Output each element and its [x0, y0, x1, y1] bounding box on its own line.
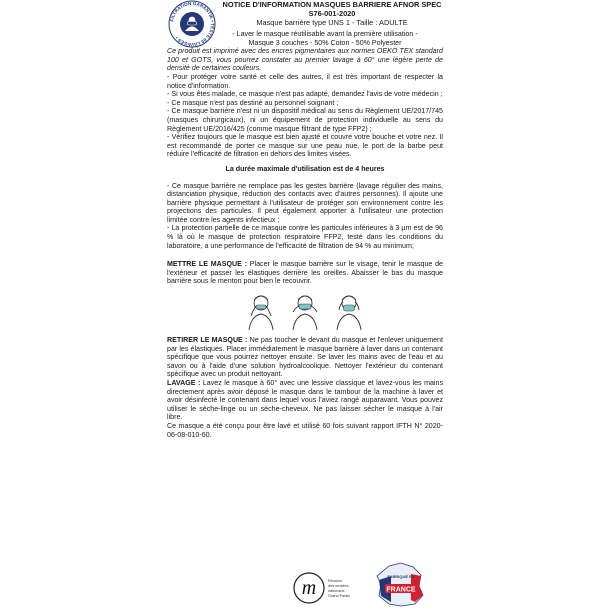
bullet-3: - Ce masque n'est pas destiné au personnel soignant ;	[167, 98, 339, 107]
rmn-text-4: Grand Palais	[328, 594, 350, 598]
france-main-text: FRANCE	[386, 586, 416, 594]
mask-type-subtitle: Masque barrière type UNS 1 - Taille : ADULTE	[256, 18, 408, 27]
wash-text: Lavez le masque à 60° avec une lessive classique et lavez-vous les mains directement après avoir déposé le masque dans le tambour de la machine à laver et avoir désinfecté le contenant dans lequel vous l'aviez rangé auparavant. Vous pouvez utiliser le sèche-linge ou un sèche-cheveux. Ne pas laisser sécher le masque à l'air libre.	[167, 379, 443, 422]
notice-body	[167, 30, 443, 439]
bullet-5: - Vérifiez toujours que le masque est bien ajusté et couvre votre bouche et votre nez. Il est recommandé de porter ce masque sur une peau nue, le port de la barbe peut réduire l'efficacité de filtration en dehors des limites visées.	[167, 133, 443, 159]
rmn-text-3: nationaux	[328, 589, 345, 593]
ink-note: Ce produit est imprimé avec des encres pigmentaires aux normes OEKO TEX standard 100 et GOTS, vous pourrez constater au premier lavage à 60° une légère perte de densité de certaines couleurs.	[167, 47, 443, 73]
rmn-text-2: des musées	[328, 584, 349, 588]
illustrations	[167, 290, 443, 330]
put-on-label: METTRE LE MASQUE :	[167, 260, 248, 269]
bullet-4: - Ce masque barrière n'est ni un dispositif médical au sens du Règlement UE/2017/745 (masques chirurgicaux), ni un équipement de protection individuelle au sens du Règlement UE/2016/425 (comme masque filtrant de type FFP2) ;	[167, 107, 443, 133]
page-title: NOTICE D'INFORMATION MASQUES BARRIERE AFNOR SPEC	[222, 0, 442, 9]
remove-text: Ne pas toucher le devant du masque et l'enlever uniquement par les élastiques. Placer immédiatement le masque barrière à laver dans un contenant spécifique que vous pourrez nettoyer ensuite. Se laver les mains avec de l'eau et au savon ou à l'aide d'une solution hydroalcoolique. Nettoyer l'extérieur du contenant spécifique avec un produit nettoyant.	[167, 336, 443, 379]
badge-arc-text: FILTRATION GARANTIE • TESTÉ 60 LAVAGES •	[169, 0, 216, 48]
person-wearing-mask-icon	[331, 290, 367, 330]
wash-section	[167, 379, 443, 422]
remove-section	[167, 336, 443, 379]
put-on-section	[167, 260, 443, 286]
duration-heading: La durée maximale d'utilisation est de 4 heures	[225, 164, 385, 173]
wash-before-use: - Laver le masque réutilisable avant la première utilisation -	[232, 30, 418, 38]
france-top-text: FABRIQUÉ EN	[387, 574, 415, 579]
footer-logos	[293, 560, 453, 610]
rmn-letter: m	[301, 577, 317, 599]
person-adjusting-mask-icon	[287, 290, 323, 330]
wash-label: LAVAGE :	[167, 379, 201, 387]
composition: Masque 3 couches - 50% Coton - 50% Polyester	[248, 38, 402, 47]
duration-paragraph-2: - La protection partielle de ce masque contre les particules inférieures à 3 µm est de 96 % là où le masque de protection respiratoire FFP2, testé dans les conditions du laboratoire, a une performance de l'efficacité de filtration de 94 % au minimum;	[167, 224, 443, 250]
made-in-france-logo-icon	[375, 562, 427, 608]
header	[216, 0, 448, 27]
bullet-2: - Si vous êtes malade, ce masque n'est pas adapté, demandez l'avis de votre médecin ;	[167, 90, 443, 99]
put-on-text: Placer le masque barrière sur le visage, tenir le masque de l'extérieur et passer les élastiques derrière les oreilles. Abaisser le bas du masque barrière sous le menton pour bien le recouvrir.	[167, 260, 443, 286]
rmn-text-1: Réunion	[328, 579, 343, 583]
duration-paragraph-1: - Ce masque barrière ne remplace pas les gestes barrière (lavage régulier des mains, distanciation physique, réduction des contacts avec d'autres personnes). Il ajoute une barrière physique permettant à l'utilisateur de protéger son environnement contre les projections des particules. Il peut également apporter à l'utilisateur une protection limitée contre les agents infectieux ;	[167, 181, 443, 224]
bullet-1: - Pour protéger votre santé et celle des autres, il est très important de respecter la notice d'information.	[167, 72, 443, 90]
certification-note: Ce masque a été conçu pour être lavé et utilisé 60 fois suivant rapport IFTH N° 2020-06-08-010-60.	[167, 421, 443, 439]
remove-label: RETIRER LE MASQUE :	[167, 336, 248, 345]
rmn-grand-palais-logo-icon	[293, 570, 363, 606]
reference-code: S76-001-2020	[308, 9, 356, 18]
person-putting-mask-icon	[243, 290, 279, 330]
